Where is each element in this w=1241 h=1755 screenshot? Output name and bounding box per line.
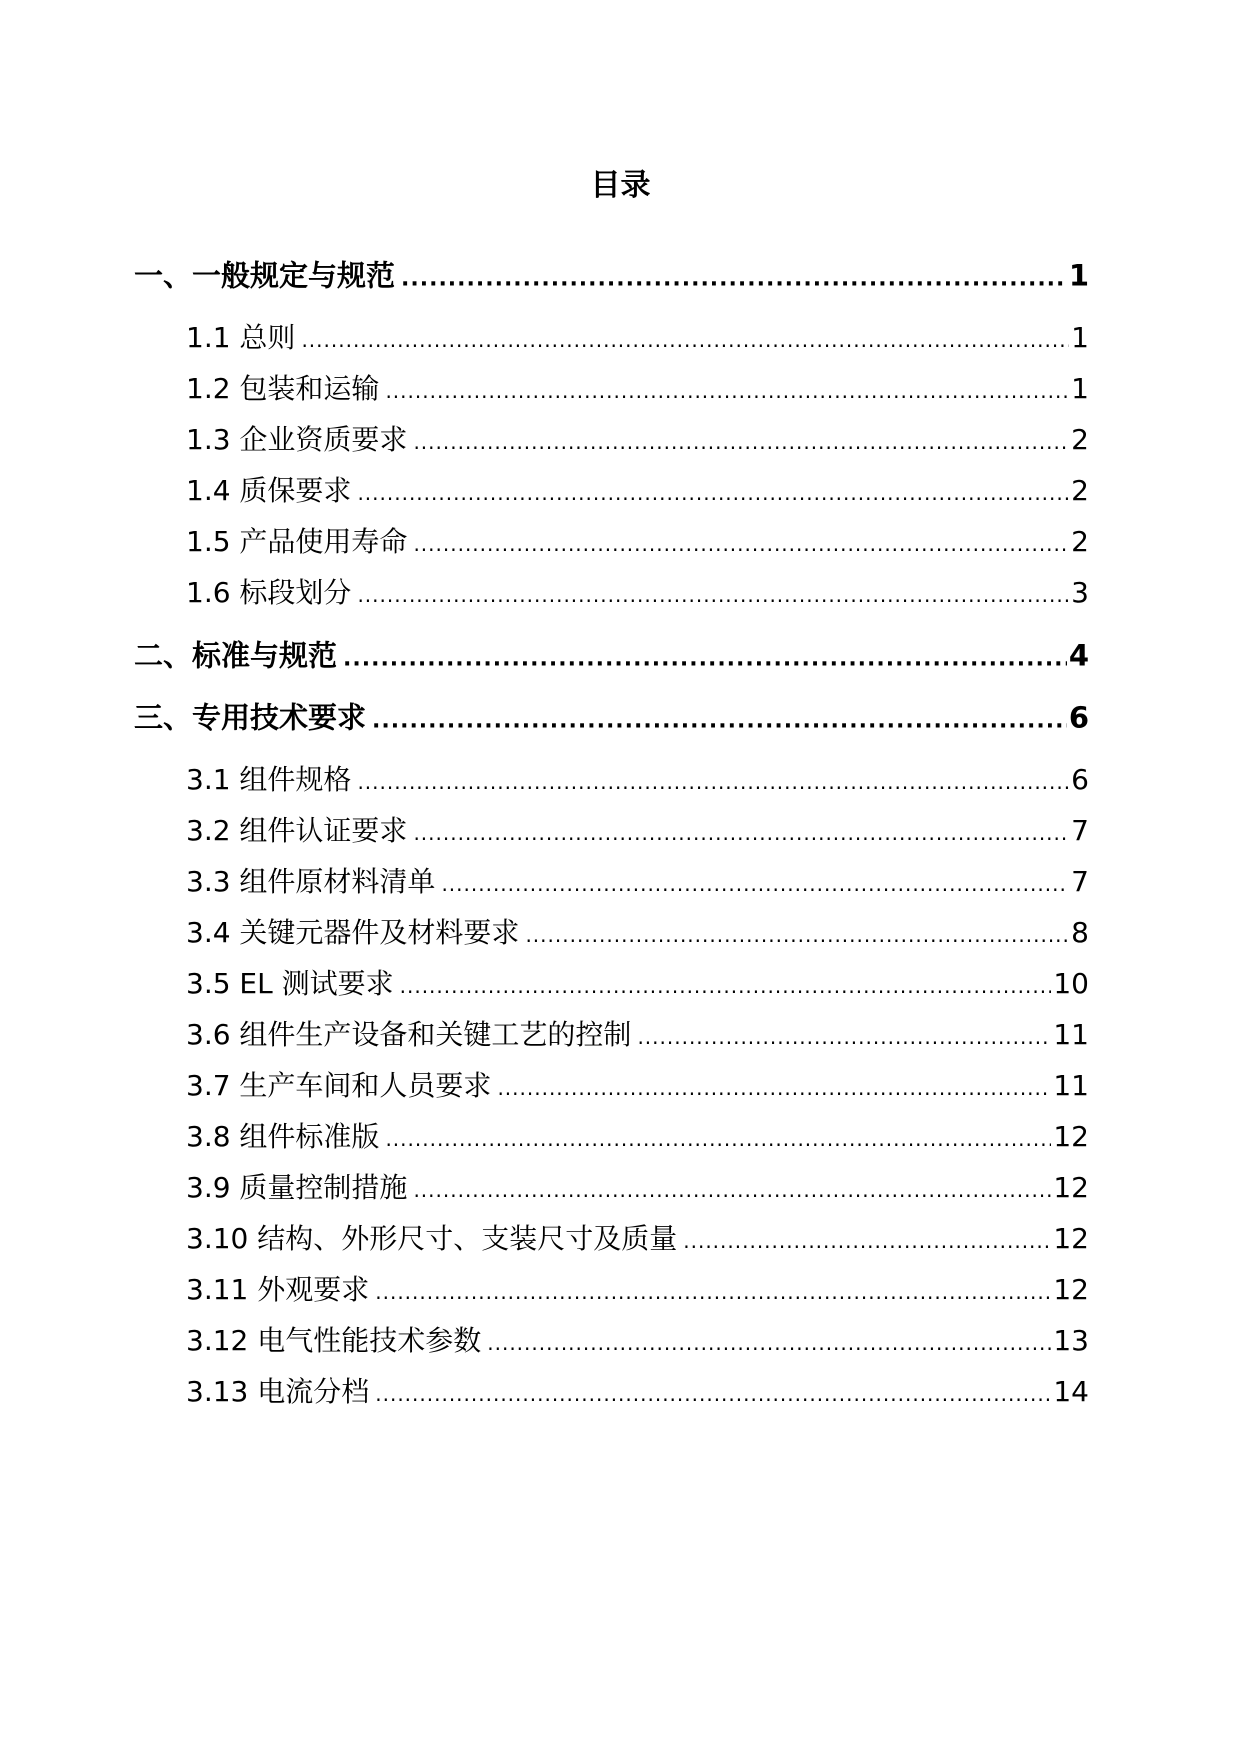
toc-entry-label: 3.10 结构、外形尺寸、支装尺寸及质量 xyxy=(186,1222,678,1255)
toc-entry[interactable] xyxy=(186,1064,1089,1104)
dot-leader xyxy=(401,267,1067,292)
toc-entry[interactable] xyxy=(134,634,1089,675)
toc-entry-label: 3.2 组件认证要求 xyxy=(186,814,408,847)
toc-entry[interactable] xyxy=(186,469,1089,509)
toc-entry-page: 8 xyxy=(1071,916,1089,949)
toc-entry[interactable] xyxy=(186,758,1089,798)
toc-entry-label: 一、一般规定与规范 xyxy=(134,258,396,293)
toc-entry-page: 1 xyxy=(1068,258,1089,293)
toc-entry[interactable] xyxy=(186,962,1089,1002)
toc-entry[interactable] xyxy=(134,254,1089,295)
toc-entry-page: 12 xyxy=(1053,1273,1089,1306)
dot-leader xyxy=(487,1331,1051,1355)
dot-leader xyxy=(413,1178,1051,1202)
toc-entry-label: 3.4 关键元器件及材料要求 xyxy=(186,916,520,949)
toc-entry-page: 1 xyxy=(1071,372,1089,405)
toc-entry-page: 12 xyxy=(1053,1222,1089,1255)
toc-entry[interactable] xyxy=(186,911,1089,951)
toc-entry-label: 1.2 包装和运输 xyxy=(186,372,380,405)
toc-entry-label: 3.5 EL 测试要求 xyxy=(186,967,394,1000)
dot-leader xyxy=(400,974,1052,998)
toc-entry[interactable] xyxy=(134,696,1089,737)
toc-entry-label: 3.9 质量控制措施 xyxy=(186,1171,408,1204)
toc-entry[interactable] xyxy=(186,367,1089,407)
toc-entry[interactable] xyxy=(186,571,1089,611)
toc-entry-page: 7 xyxy=(1071,865,1089,898)
toc-entry-page: 2 xyxy=(1071,474,1089,507)
toc-entry-page: 11 xyxy=(1053,1018,1089,1051)
toc-entry[interactable] xyxy=(186,1268,1089,1308)
toc-entry-label: 1.6 标段划分 xyxy=(186,576,352,609)
toc-entry-label: 3.3 组件原材料清单 xyxy=(186,865,436,898)
toc-entry-label: 3.6 组件生产设备和关键工艺的控制 xyxy=(186,1018,632,1051)
toc-entry[interactable] xyxy=(186,1319,1089,1359)
toc-entry-page: 10 xyxy=(1053,967,1089,1000)
toc-entry[interactable] xyxy=(186,1370,1089,1410)
toc-entry-page: 6 xyxy=(1071,763,1089,796)
toc-entry[interactable] xyxy=(186,1166,1089,1206)
dot-leader xyxy=(372,709,1067,734)
dot-leader xyxy=(385,379,1069,403)
dot-leader xyxy=(343,647,1067,672)
toc-entry-page: 3 xyxy=(1071,576,1089,609)
toc-entry-page: 11 xyxy=(1053,1069,1089,1102)
toc-entry-label: 1.1 总则 xyxy=(186,321,296,354)
toc-entry-page: 4 xyxy=(1068,638,1089,673)
toc-entry-label: 1.4 质保要求 xyxy=(186,474,352,507)
toc-entry-label: 3.8 组件标准版 xyxy=(186,1120,380,1153)
toc-entry-page: 1 xyxy=(1071,321,1089,354)
dot-leader xyxy=(385,1127,1051,1151)
toc-entry-page: 12 xyxy=(1053,1171,1089,1204)
toc-entry[interactable] xyxy=(186,520,1089,560)
dot-leader xyxy=(637,1025,1051,1049)
dot-leader xyxy=(441,872,1069,896)
toc-entry[interactable] xyxy=(186,1013,1089,1053)
toc-entry[interactable] xyxy=(186,1115,1089,1155)
toc-entry[interactable] xyxy=(186,809,1089,849)
page-title: 目录 xyxy=(590,168,651,203)
toc-entry[interactable] xyxy=(186,316,1089,356)
dot-leader xyxy=(375,1280,1051,1304)
dot-leader xyxy=(357,583,1069,607)
dot-leader xyxy=(413,821,1069,845)
toc-entry-label: 1.5 产品使用寿命 xyxy=(186,525,408,558)
toc-entry-page: 2 xyxy=(1071,423,1089,456)
dot-leader xyxy=(375,1382,1051,1406)
toc-entry-page: 2 xyxy=(1071,525,1089,558)
dot-leader xyxy=(413,430,1069,454)
toc-entry-label: 3.1 组件规格 xyxy=(186,763,352,796)
dot-leader xyxy=(683,1229,1051,1253)
dot-leader xyxy=(357,770,1069,794)
toc-entry-page: 12 xyxy=(1053,1120,1089,1153)
toc-entry[interactable] xyxy=(186,418,1089,458)
dot-leader xyxy=(413,532,1069,556)
toc-entry[interactable] xyxy=(186,860,1089,900)
toc-entry[interactable] xyxy=(186,1217,1089,1257)
toc-entry-page: 6 xyxy=(1068,700,1089,735)
toc-entry-label: 3.7 生产车间和人员要求 xyxy=(186,1069,492,1102)
toc-entry-page: 7 xyxy=(1071,814,1089,847)
dot-leader xyxy=(525,923,1069,947)
dot-leader xyxy=(497,1076,1051,1100)
dot-leader xyxy=(301,328,1069,352)
toc-entry-label: 3.11 外观要求 xyxy=(186,1273,370,1306)
toc-entry-page: 14 xyxy=(1053,1375,1089,1408)
toc-entry-label: 1.3 企业资质要求 xyxy=(186,423,408,456)
toc-entry-page: 13 xyxy=(1053,1324,1089,1357)
toc-entry-label: 二、标准与规范 xyxy=(134,638,338,673)
toc-entry-label: 三、专用技术要求 xyxy=(134,700,367,735)
toc-entry-label: 3.13 电流分档 xyxy=(186,1375,370,1408)
toc-entry-label: 3.12 电气性能技术参数 xyxy=(186,1324,482,1357)
dot-leader xyxy=(357,481,1069,505)
